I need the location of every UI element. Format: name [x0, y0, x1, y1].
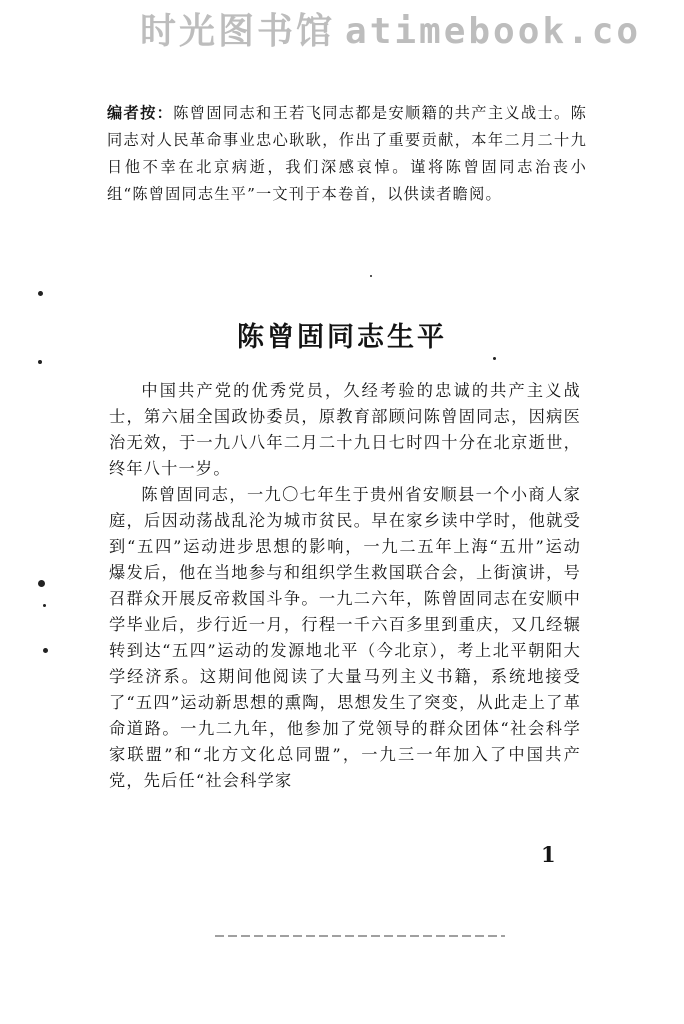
scan-speck [38, 360, 42, 364]
scan-speck [38, 291, 43, 296]
article-body [109, 378, 581, 794]
scan-speck [370, 275, 372, 277]
watermark-url: atimebook.co [345, 11, 642, 52]
watermark [140, 8, 684, 56]
editor-note-label: 编者按： [107, 104, 174, 122]
scan-speck [43, 648, 48, 653]
scan-line-artifact [215, 935, 505, 937]
scan-speck [38, 580, 45, 587]
scan-speck [43, 604, 46, 607]
watermark-site-name: 时光图书馆 [140, 11, 336, 52]
page-number: 1 [541, 842, 556, 867]
editor-note [107, 100, 587, 208]
article-paragraph-2: 陈曾固同志，一九〇七年生于贵州省安顺县一个小商人家庭，后因动荡战乱沦为城市贫民。早在家乡读中学时，他就受到“五四”运动进步思想的影响，一九二五年上海“五卅”运动爆发后，他在当地参与和组织学生救国联合会，上街演讲，号召群众开展反帝救国斗争。一九二六年，陈曾固同志在安顺中学毕业后，步行近一月，行程一千六百多里到重庆，又几经辗转到达“五四”运动的发源地北平（今北京），考上北平朝阳大学经济系。这期间他阅读了大量马列主义书籍，系统地接受了“五四”运动新思想的熏陶，思想发生了突变，从此走上了革命道路。一九二九年，他参加了党领导的群众团体“社会科学家联盟”和“北方文化总同盟”，一九三一年加入了中国共产党，先后任“社会科学家 [109, 485, 581, 790]
editor-note-text: 陈曾固同志和王若飞同志都是安顺籍的共产主义战士。陈同志对人民革命事业忠心耿耿，作出了重要贡献，本年二月二十九日他不幸在北京病逝，我们深感哀悼。谨将陈曾固同志治丧小组“陈曾固同志生平”一文刊于本卷首，以供读者瞻阅。 [107, 104, 587, 203]
article-paragraph-1: 中国共产党的优秀党员，久经考验的忠诚的共产主义战士，第六届全国政协委员，原教育部顾问陈曾固同志，因病医治无效，于一九八八年二月二十九日七时四十分在北京逝世，终年八十一岁。 [109, 381, 581, 478]
article-title: 陈曾固同志生平 [237, 322, 447, 353]
scan-speck [493, 357, 496, 360]
